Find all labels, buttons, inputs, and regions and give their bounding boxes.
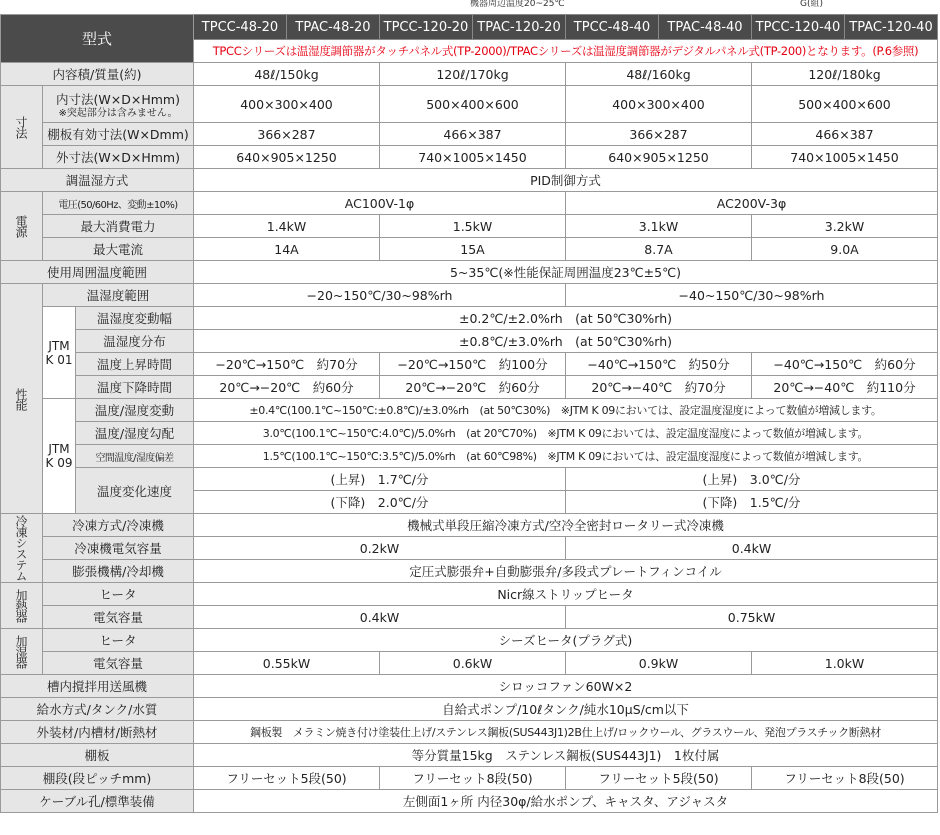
cell-text: 加湿器 xyxy=(14,635,28,668)
row-label xyxy=(43,192,194,215)
value-cell xyxy=(752,215,938,238)
model-header xyxy=(194,15,287,40)
value-cell xyxy=(566,468,938,491)
row-label xyxy=(1,261,194,284)
cell-text: TPAC-48-20 xyxy=(295,19,371,35)
row-label xyxy=(43,86,194,123)
cell-text: 500×400×600 xyxy=(426,96,519,112)
table-row xyxy=(1,330,938,353)
cell-text: 366×287 xyxy=(257,126,316,142)
cell-text: フリーセット5段(50) xyxy=(598,771,719,786)
cell-text: 鋼板製 メラミン焼き付け塗装仕上げ/ステンレス鋼板(SUS443J1)2B仕上げ/ロックウール、グラスウール、発泡プラスチック断熱材 xyxy=(250,726,881,739)
cell-text: (上昇) 3.0℃/分 xyxy=(702,472,801,487)
row-label xyxy=(43,146,194,169)
value-cell xyxy=(194,491,566,514)
cell-text: 1.5℃(100.1℃~150℃:3.5℃)/5.0%rh (at 60℃98%) ※JTM K 09においては、設定温度湿度によって数値が増減します。 xyxy=(262,450,869,463)
cropped-caption-left: 機器周辺温度20~25℃ xyxy=(470,0,565,9)
cell-text: −20~150℃/30~98%rh xyxy=(306,287,453,303)
cropped-caption-right: G(組) xyxy=(800,0,823,9)
value-cell xyxy=(752,238,938,261)
row-label xyxy=(1,744,194,767)
sub-group-label xyxy=(43,399,76,514)
table-row xyxy=(1,238,938,261)
cell-text: 14A xyxy=(274,241,299,257)
value-cell xyxy=(194,445,938,468)
cell-text: 3.0℃(100.1℃~150℃:4.0℃)/5.0%rh (at 20℃70%) ※JTM K 09においては、設定温度湿度によって数値が増減します。 xyxy=(262,427,869,440)
value-cell xyxy=(380,215,566,238)
cell-text: AC200V-3φ xyxy=(716,195,787,211)
cell-text: 電圧(50/60Hz、変動±10%) xyxy=(58,199,178,211)
value-cell xyxy=(752,376,938,399)
value-cell xyxy=(566,238,752,261)
cell-text: 自給式ポンプ/10ℓタンク/純水10μS/cm以下 xyxy=(442,702,689,717)
cell-text: 640×905×1250 xyxy=(608,149,709,165)
cell-text: 冷凍システム xyxy=(14,515,28,581)
value-cell xyxy=(380,376,566,399)
row-label xyxy=(43,606,194,629)
value-cell xyxy=(194,307,938,330)
table-row xyxy=(1,721,938,744)
cell-text: 温度変化速度 xyxy=(96,483,172,499)
cell-text: −40℃→150℃ 約60分 xyxy=(773,357,916,372)
cell-text: Nicr線ストリップヒータ xyxy=(497,587,634,602)
value-cell xyxy=(194,629,938,652)
cell-text: 120ℓ/170kg xyxy=(436,66,509,82)
group-label xyxy=(1,583,43,629)
model-header xyxy=(380,15,473,40)
cell-text: PID制御方式 xyxy=(530,173,601,188)
row-label xyxy=(1,63,194,86)
cell-text: 棚板有効寸法(W×Dmm) xyxy=(47,127,189,142)
cell-text: 3.2kW xyxy=(824,218,865,234)
cell-text: −40℃→150℃ 約50分 xyxy=(587,357,730,372)
value-cell xyxy=(380,123,566,146)
cell-text: 1.4kW xyxy=(266,218,307,234)
row-label xyxy=(1,169,194,192)
value-cell xyxy=(752,146,938,169)
row-label xyxy=(76,330,194,353)
row-label xyxy=(43,514,194,537)
cell-text: フリーセット5段(50) xyxy=(226,771,347,786)
group-label xyxy=(1,514,43,583)
value-cell xyxy=(194,284,566,307)
table-row xyxy=(1,675,938,698)
cell-text: −20℃→150℃ 約70分 xyxy=(215,357,358,372)
cell-text: 調温湿方式 xyxy=(65,173,129,188)
table-row xyxy=(1,560,938,583)
cell-text: 外寸法(W×D×Hmm) xyxy=(56,150,180,165)
model-header xyxy=(287,15,380,40)
cell-text: 電気容量 xyxy=(92,656,143,671)
row-label xyxy=(43,215,194,238)
row-label xyxy=(76,376,194,399)
value-cell xyxy=(194,721,938,744)
cell-text: 棚段(段ピッチmm) xyxy=(42,771,152,786)
row-label xyxy=(43,284,194,307)
table-row xyxy=(1,606,938,629)
cell-text: 最大消費電力 xyxy=(80,219,156,234)
value-cell xyxy=(194,399,938,422)
value-cell xyxy=(566,353,752,376)
value-cell xyxy=(752,123,938,146)
cell-text: TPCC-120-40 xyxy=(755,19,841,35)
cell-text: 加熱器 xyxy=(14,589,28,622)
value-cell xyxy=(194,744,938,767)
cell-text: ±0.4℃(100.1℃~150℃:±0.8℃)/±3.0%rh (at 50℃30%) ※JTM K 09においては、設定温度湿度によって数値が増減します。 xyxy=(249,404,882,417)
value-cell xyxy=(194,192,566,215)
value-cell xyxy=(194,86,380,123)
table-row xyxy=(1,169,938,192)
cell-text: JTM K 09 xyxy=(45,442,73,470)
cell-text: 20℃→−40℃ 約110分 xyxy=(773,380,916,395)
table-row xyxy=(1,15,938,40)
value-cell xyxy=(194,675,938,698)
cell-text: 3.1kW xyxy=(638,218,679,234)
value-cell xyxy=(194,698,938,721)
cell-text: JTM K 01 xyxy=(45,338,73,367)
cell-text: 500×400×600 xyxy=(798,96,891,112)
row-label xyxy=(76,353,194,376)
value-cell xyxy=(380,146,566,169)
value-cell xyxy=(194,606,566,629)
cell-text: ヒータ xyxy=(99,587,137,602)
value-cell xyxy=(380,353,566,376)
series-note xyxy=(194,40,938,63)
table-row xyxy=(1,376,938,399)
cell-text: 使用周囲温度範囲 xyxy=(46,265,147,280)
cell-text: 温度下降時間 xyxy=(96,380,172,395)
row-label xyxy=(1,675,194,698)
value-cell xyxy=(566,215,752,238)
value-cell xyxy=(566,123,752,146)
cell-text: 48ℓ/160kg xyxy=(626,66,691,82)
model-header xyxy=(566,15,659,40)
table-row xyxy=(1,790,938,813)
cell-text: 左側面1ヶ所 内径30φ/給水ポンプ、キャスタ、アジャスタ xyxy=(402,794,729,809)
cell-text: TPCC-48-20 xyxy=(201,19,279,35)
value-cell xyxy=(752,63,938,86)
value-cell xyxy=(194,560,938,583)
value-cell xyxy=(194,583,938,606)
cell-text: 0.55kW xyxy=(262,655,311,671)
cell-text: 15A xyxy=(460,241,485,257)
cell-text: 366×287 xyxy=(629,126,688,142)
sub-group-label xyxy=(43,307,76,399)
cell-text: 寸法 xyxy=(14,116,28,138)
cell-text: 温湿度分布 xyxy=(103,334,166,349)
value-cell xyxy=(752,767,938,790)
table-row xyxy=(1,353,938,376)
row-label xyxy=(43,537,194,560)
cell-text: TPAC-48-40 xyxy=(667,19,743,35)
cell-text: 棚板 xyxy=(84,748,110,763)
cell-text: 0.9kW xyxy=(638,655,679,671)
row-label xyxy=(1,721,194,744)
table-row xyxy=(1,261,938,284)
cell-text: 冷凍方式/冷凍機 xyxy=(72,518,164,533)
cell-text: 空間温度/湿度偏差 xyxy=(95,452,174,464)
value-cell xyxy=(566,192,938,215)
cell-text: 槽内撹拌用送風機 xyxy=(46,679,147,694)
cell-text: 型式 xyxy=(81,30,112,48)
table-row xyxy=(1,63,938,86)
row-label xyxy=(43,652,194,675)
cell-text: 640×905×1250 xyxy=(236,149,337,165)
cell-text: 466×387 xyxy=(443,126,502,142)
table-row xyxy=(1,399,938,422)
row-label xyxy=(43,123,194,146)
cell-text: ±0.8℃/±3.0%rh (at 50℃30%rh) xyxy=(458,334,673,349)
row-label xyxy=(76,399,194,422)
value-cell xyxy=(194,468,566,491)
value-cell xyxy=(380,767,566,790)
row-label xyxy=(43,560,194,583)
table-row xyxy=(1,744,938,767)
cell-text: 1.0kW xyxy=(824,655,865,671)
value-cell xyxy=(194,146,380,169)
row-label xyxy=(43,583,194,606)
value-cell xyxy=(566,767,752,790)
cell-text: 400×300×400 xyxy=(240,96,333,112)
value-cell xyxy=(194,537,566,560)
cell-text: 400×300×400 xyxy=(612,96,705,112)
cell-text: 48ℓ/150kg xyxy=(254,66,319,82)
table-row xyxy=(1,284,938,307)
cell-text: TPCC-120-20 xyxy=(383,19,469,35)
cell-text: 電気容量 xyxy=(92,610,143,625)
value-cell xyxy=(566,63,752,86)
value-cell xyxy=(566,376,752,399)
value-cell xyxy=(752,86,938,123)
cell-text: 20℃→−20℃ 約60分 xyxy=(405,380,540,395)
model-header xyxy=(845,15,938,40)
cell-text: 定圧式膨張弁+自動膨張弁/多段式プレートフィンコイル xyxy=(409,564,722,579)
cell-text: 20℃→−40℃ 約70分 xyxy=(591,380,726,395)
group-label xyxy=(1,86,43,169)
value-cell xyxy=(194,215,380,238)
cell-text: ケーブル孔/標準装備 xyxy=(39,794,155,809)
value-cell xyxy=(566,537,938,560)
value-cell xyxy=(194,123,380,146)
table-row xyxy=(1,537,938,560)
cell-text: 温湿度範囲 xyxy=(86,288,150,303)
cell-text: 温度/湿度変動 xyxy=(94,403,175,418)
table-row xyxy=(1,583,938,606)
table-row xyxy=(1,468,938,491)
table-row xyxy=(1,629,938,652)
group-label xyxy=(1,192,43,261)
cell-text: 温度上昇時間 xyxy=(96,357,172,372)
cell-text: フリーセット8段(50) xyxy=(784,771,905,786)
model-header xyxy=(473,15,566,40)
value-cell xyxy=(194,376,380,399)
cell-text: (下降) 1.5℃/分 xyxy=(702,495,801,510)
value-cell xyxy=(194,63,380,86)
cell-text: 温湿度変動幅 xyxy=(96,311,172,326)
value-cell xyxy=(380,238,566,261)
cell-text: 0.75kW xyxy=(727,609,776,625)
cell-text: −20℃→150℃ 約100分 xyxy=(397,357,548,372)
row-label xyxy=(76,422,194,445)
cell-text: 740×1005×1450 xyxy=(418,149,527,165)
row-label xyxy=(76,445,194,468)
cell-text: 120ℓ/180kg xyxy=(808,66,881,82)
cell-text: 機械式単段圧縮冷凍方式/空冷全密封ロータリー式冷凍機 xyxy=(407,518,724,533)
cell-text: ヒータ xyxy=(99,633,137,648)
table-row xyxy=(1,445,938,468)
value-cell xyxy=(194,652,380,675)
value-cell xyxy=(380,86,566,123)
cell-text: (下降) 2.0℃/分 xyxy=(330,495,429,510)
cell-text: 740×1005×1450 xyxy=(790,149,899,165)
cell-text: 電源 xyxy=(14,215,28,237)
value-cell xyxy=(194,261,938,284)
group-label xyxy=(1,284,43,514)
value-cell xyxy=(194,353,380,376)
cell-text: 外装材/内槽材/断熱材 xyxy=(36,725,158,740)
table-row xyxy=(1,307,938,330)
value-cell xyxy=(194,790,938,813)
value-cell xyxy=(194,514,938,537)
cell-text: 9.0A xyxy=(830,241,859,257)
value-cell xyxy=(194,238,380,261)
cell-text: AC100V-1φ xyxy=(344,195,415,211)
value-cell xyxy=(194,767,380,790)
cell-text: 温度/湿度勾配 xyxy=(94,426,175,441)
cell-text: 等分質量15kg ステンレス鋼板(SUS443J1) 1枚付属 xyxy=(411,748,720,763)
value-cell xyxy=(566,606,938,629)
table-row xyxy=(1,192,938,215)
cell-text: 内寸法(W×D×Hmm) xyxy=(56,91,180,107)
cell-text: TPAC-120-40 xyxy=(849,19,933,35)
cell-text: 466×387 xyxy=(815,126,874,142)
value-cell xyxy=(752,353,938,376)
cell-text: −40~150℃/30~98%rh xyxy=(678,287,825,303)
row-label xyxy=(1,790,194,813)
cell-text: TPCC-48-40 xyxy=(573,19,651,35)
cell-text: 0.6kW xyxy=(452,655,493,671)
model-header xyxy=(752,15,845,40)
cell-text: 20℃→−20℃ 約60分 xyxy=(219,380,354,395)
table-row xyxy=(1,698,938,721)
cell-text: 1.5kW xyxy=(452,218,493,234)
cell-text: 8.7A xyxy=(644,241,673,257)
cell-text: 膨張機構/冷却機 xyxy=(72,564,164,579)
row-label xyxy=(43,629,194,652)
value-cell xyxy=(380,63,566,86)
cell-text: 給水方式/タンク/水質 xyxy=(36,702,158,717)
value-cell xyxy=(752,652,938,675)
table-row xyxy=(1,86,938,123)
row-label xyxy=(43,238,194,261)
value-cell xyxy=(566,86,752,123)
cell-text: 5~35℃(※性能保証周囲温度23℃±5℃) xyxy=(449,265,681,280)
table-row xyxy=(1,215,938,238)
cell-text: ±0.2℃/±2.0%rh (at 50℃30%rh) xyxy=(458,311,673,326)
row-label xyxy=(76,468,194,514)
table-row xyxy=(1,767,938,790)
value-cell xyxy=(194,422,938,445)
value-cell xyxy=(566,146,752,169)
group-label xyxy=(1,629,43,675)
spec-table xyxy=(0,14,938,813)
cell-text: 性能 xyxy=(14,387,28,410)
row-label xyxy=(76,307,194,330)
table-row xyxy=(1,123,938,146)
value-cell xyxy=(194,169,938,192)
cell-text: TPAC-120-20 xyxy=(477,19,561,35)
cell-text: 内容積/質量(約) xyxy=(52,67,142,82)
cell-text: シロッコファン60W×2 xyxy=(498,679,633,694)
value-cell xyxy=(380,652,566,675)
row-label xyxy=(1,767,194,790)
cell-text: 0.4kW xyxy=(359,609,400,625)
value-cell xyxy=(566,491,938,514)
cell-text: 冷凍機電気容量 xyxy=(74,541,162,556)
value-cell xyxy=(194,330,938,353)
cell-text: シーズヒータ(プラグ式) xyxy=(498,633,633,648)
model-label-header xyxy=(1,15,194,63)
cell-text: 0.2kW xyxy=(359,540,400,556)
value-cell xyxy=(566,652,752,675)
cell-text: フリーセット8段(50) xyxy=(412,771,533,786)
row-label xyxy=(1,698,194,721)
row-sub-note: ※突起部分は含みません。 xyxy=(58,107,178,119)
table-row xyxy=(1,146,938,169)
cell-text: 最大電流 xyxy=(92,242,143,257)
value-cell xyxy=(566,284,938,307)
cell-text: (上昇) 1.7℃/分 xyxy=(330,472,429,487)
table-row xyxy=(1,422,938,445)
model-header xyxy=(659,15,752,40)
cell-text: 0.4kW xyxy=(731,540,772,556)
table-row xyxy=(1,652,938,675)
table-row xyxy=(1,514,938,537)
cell-text: TPCCシリーズは温湿度調節器がタッチパネル式(TP-2000)/TPACシリーズは温湿度調節器がデジタルパネル式(TP-200)となります。(P.6参照) xyxy=(212,44,919,58)
